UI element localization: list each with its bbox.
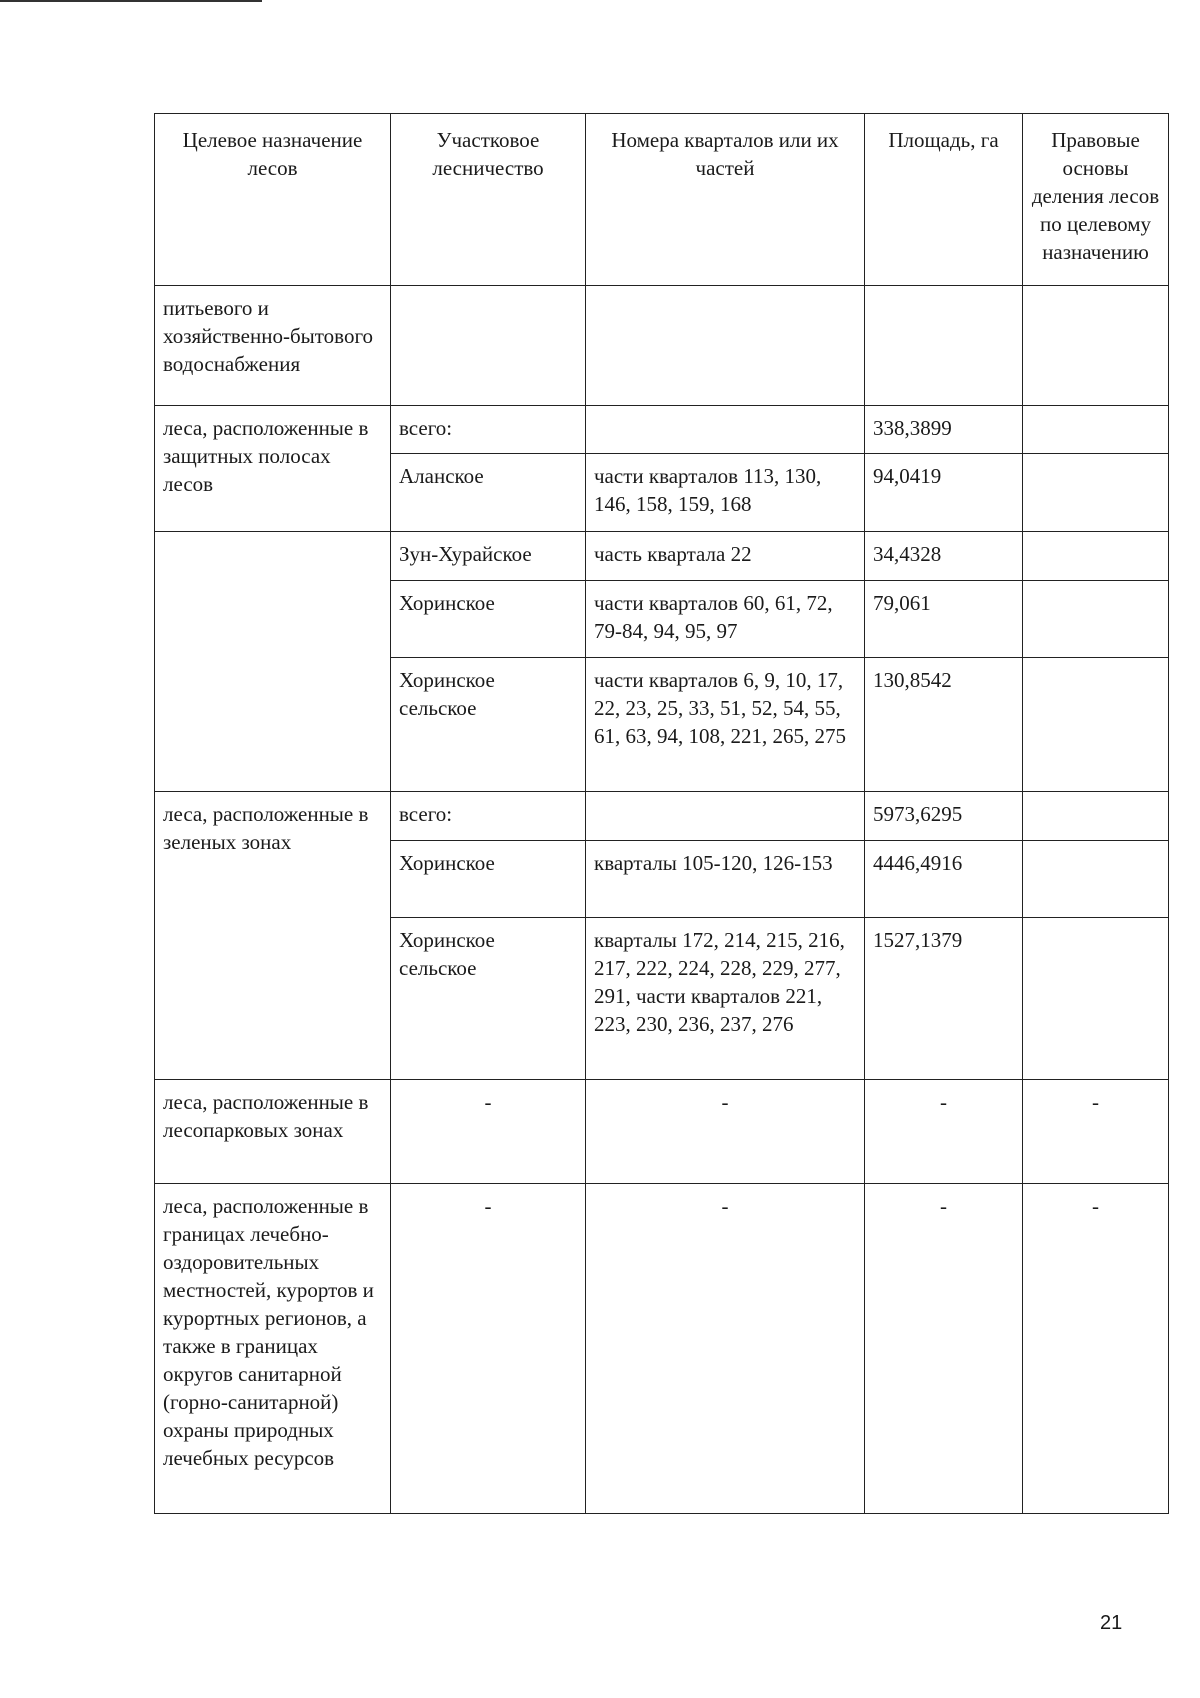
cell-area: 34,4328 xyxy=(865,532,1023,581)
header-purpose: Целевое назначение лесов xyxy=(155,114,391,286)
cell-quarters xyxy=(586,792,865,841)
cell-forestry: Хоринское сельское xyxy=(391,658,586,792)
cell-forestry: Зун-Хурайское xyxy=(391,532,586,581)
cell-legal xyxy=(1023,532,1169,581)
cell-forestry xyxy=(391,286,586,406)
cell-legal xyxy=(1023,581,1169,658)
cell-quarters: - xyxy=(586,1184,865,1514)
cell-forestry: - xyxy=(391,1184,586,1514)
header-area: Площадь, га xyxy=(865,114,1023,286)
table-row xyxy=(155,1080,1169,1184)
cell-forestry: всего: xyxy=(391,792,586,841)
cell-forestry: Хоринское сельское xyxy=(391,918,586,1080)
cell-legal xyxy=(1023,918,1169,1080)
cell-purpose: леса, расположенные в границах лечебно-оздоровительных местностей, курортов и курортных регионов, а также в границах округов санитарной (горно-санитарной) охраны природных лечебных ресурсов xyxy=(155,1184,391,1514)
cell-purpose: леса, расположенные в лесопарковых зонах xyxy=(155,1080,391,1184)
cell-area: 1527,1379 xyxy=(865,918,1023,1080)
cell-quarters: части кварталов 60, 61, 72, 79-84, 94, 95, 97 xyxy=(586,581,865,658)
cell-forestry: Хоринское xyxy=(391,841,586,918)
cell-legal xyxy=(1023,454,1169,532)
cell-area: 130,8542 xyxy=(865,658,1023,792)
header-quarters: Номера кварталов или их частей xyxy=(586,114,865,286)
cell-area: 4446,4916 xyxy=(865,841,1023,918)
cell-quarters: кварталы 172, 214, 215, 216, 217, 222, 224, 228, 229, 277, 291, части кварталов 221, 223, 230, 236, 237, 276 xyxy=(586,918,865,1080)
cell-legal xyxy=(1023,792,1169,841)
cell-forestry: всего: xyxy=(391,406,586,454)
header-forestry: Участковое лесничество xyxy=(391,114,586,286)
cell-purpose xyxy=(155,532,391,792)
cell-quarters: кварталы 105-120, 126-153 xyxy=(586,841,865,918)
page-number: 21 xyxy=(1100,1612,1123,1634)
cell-quarters: части кварталов 6, 9, 10, 17, 22, 23, 25, 33, 51, 52, 54, 55, 61, 63, 94, 108, 221, 265, 275 xyxy=(586,658,865,792)
cell-area: - xyxy=(865,1080,1023,1184)
cell-area: - xyxy=(865,1184,1023,1514)
cell-area: 94,0419 xyxy=(865,454,1023,532)
cell-legal xyxy=(1023,406,1169,454)
cell-purpose: питьевого и хозяйственно-бытового водоснабжения xyxy=(155,286,391,406)
cell-legal xyxy=(1023,841,1169,918)
cell-forestry: Аланское xyxy=(391,454,586,532)
cell-quarters xyxy=(586,286,865,406)
table-header-row xyxy=(155,114,1169,286)
cell-quarters: части кварталов 113, 130, 146, 158, 159, 168 xyxy=(586,454,865,532)
header-legal-basis: Правовые основы деления лесов по целевому назначению xyxy=(1023,114,1169,286)
cell-area xyxy=(865,286,1023,406)
cell-area: 338,3899 xyxy=(865,406,1023,454)
cell-legal: - xyxy=(1023,1080,1169,1184)
cell-legal xyxy=(1023,658,1169,792)
cell-purpose: леса, расположенные в защитных полосах лесов xyxy=(155,406,391,532)
table-row xyxy=(155,286,1169,406)
cell-quarters: - xyxy=(586,1080,865,1184)
table-row xyxy=(155,532,1169,581)
cell-legal: - xyxy=(1023,1184,1169,1514)
cell-forestry: - xyxy=(391,1080,586,1184)
scan-edge-mark xyxy=(0,0,262,2)
forest-purpose-table xyxy=(154,113,1169,1514)
table-row xyxy=(155,406,1169,454)
cell-purpose: леса, расположенные в зеленых зонах xyxy=(155,792,391,1080)
cell-forestry: Хоринское xyxy=(391,581,586,658)
cell-quarters: часть квартала 22 xyxy=(586,532,865,581)
cell-area: 5973,6295 xyxy=(865,792,1023,841)
table-row xyxy=(155,1184,1169,1514)
table-row xyxy=(155,792,1169,841)
cell-area: 79,061 xyxy=(865,581,1023,658)
cell-legal xyxy=(1023,286,1169,406)
cell-quarters xyxy=(586,406,865,454)
